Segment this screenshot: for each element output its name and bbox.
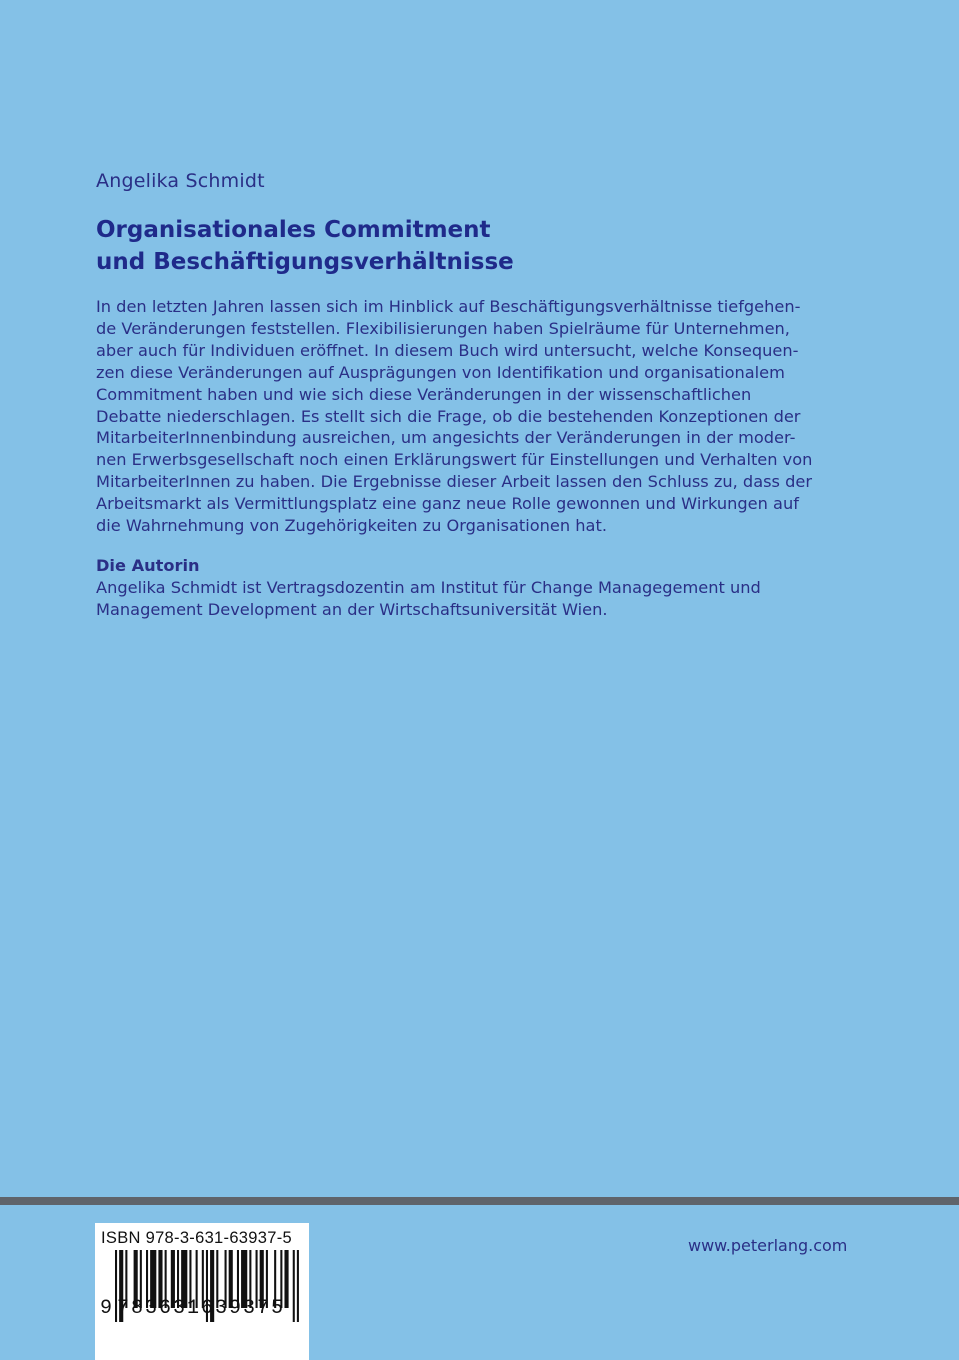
isbn-barcode: [95, 1223, 309, 1360]
author-name: Angelika Schmidt: [96, 170, 265, 192]
isbn-label: ISBN 978-3-631-63937-5: [101, 1229, 292, 1247]
blurb-line: nen Erwerbsgesellschaft noch einen Erklärungswert für Einstellungen und Verhalten von: [96, 450, 813, 470]
about-author-text: [96, 577, 761, 621]
ean-digits: 783631639375: [117, 1297, 286, 1320]
blurb-line: Arbeitsmarkt als Vermittlungsplatz eine ganz neue Rolle gewonnen und Wirkungen auf: [96, 494, 799, 514]
blurb-line: In den letzten Jahren lassen sich im Hinblick auf Beschäftigungsverhältnisse tiefgehen-: [96, 297, 801, 316]
ean-first-digit: 9: [100, 1297, 113, 1320]
blurb-line: Debatte niederschlagen. Es stellt sich die Frage, ob die bestehenden Konzeptionen der: [96, 406, 801, 426]
blurb-line: zen diese Veränderungen auf Ausprägungen von Identifikation und organisationalem: [96, 362, 785, 382]
blurb-paragraph: [96, 296, 813, 537]
book-title: [96, 214, 514, 278]
blurb-line: MitarbeiterInnen zu haben. Die Ergebnisse dieser Arbeit lassen den Schluss zu, dass der: [96, 472, 813, 492]
about-line: Management Development an der Wirtschaftsuniversität Wien.: [96, 599, 608, 619]
blurb-line: Commitment haben und wie sich diese Veränderungen in der wissenschaftlichen: [96, 384, 752, 404]
title-line-2: und Beschäftigungsverhältnisse: [96, 249, 514, 275]
publisher-url[interactable]: www.peterlang.com: [688, 1236, 848, 1255]
title-line-1: Organisationales Commitment: [96, 217, 491, 243]
blurb-line: MitarbeiterInnenbindung ausreichen, um angesichts der Veränderungen in der moder-: [96, 428, 796, 448]
footer-divider: [0, 1197, 959, 1205]
about-line: Angelika Schmidt ist Vertragsdozentin am Institut für Change Managegement und: [96, 578, 761, 597]
blurb-line: de Veränderungen feststellen. Flexibilisierungen haben Spielräume für Unternehmen,: [96, 318, 790, 338]
about-author-heading: Die Autorin: [96, 556, 200, 575]
blurb-line: aber auch für Individuen eröffnet. In diesem Buch wird untersucht, welche Konsequen-: [96, 340, 799, 360]
blurb-line: die Wahrnehmung von Zugehörigkeiten zu Organisationen hat.: [96, 516, 607, 536]
